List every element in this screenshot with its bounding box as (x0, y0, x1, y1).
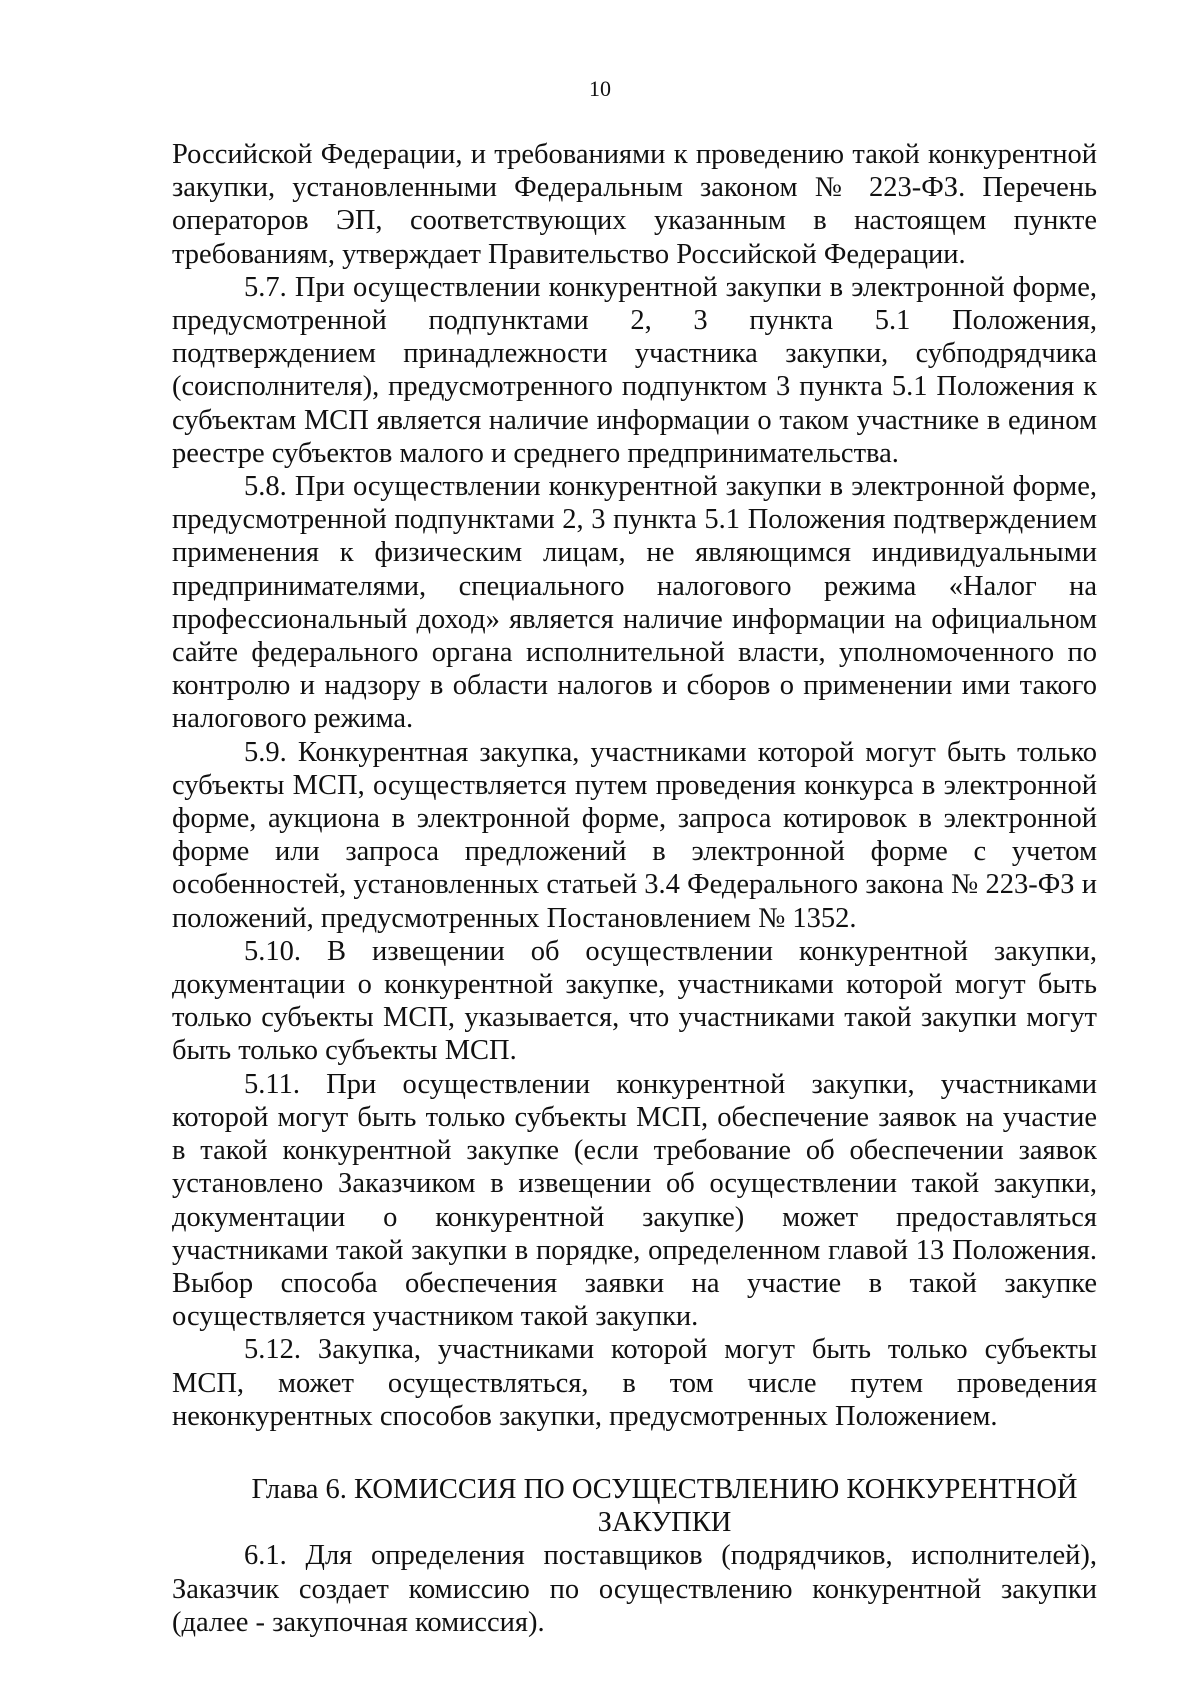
chapter-heading-line-1: Глава 6. КОМИССИЯ ПО ОСУЩЕСТВЛЕНИЮ КОНКУРЕНТНОЙ (251, 1473, 1078, 1505)
page-number: 10 (589, 76, 611, 101)
paragraph-continuation: Российской Федерации, и требованиями к проведению такой конкурентной закупки, установленными Федеральным законом № 223-ФЗ. Перечень операторов ЭП, соответствующих указанным в настоящем пункте требованиям, утверждает Правительство Российской Федерации. (172, 139, 1097, 270)
paragraph-6-1: 6.1. Для определения поставщиков (подрядчиков, исполнителей), Заказчик создает комиссию по осуществлению конкурентной закупки (далее - закупочная комиссия). (172, 1540, 1097, 1638)
chapter-heading (172, 1473, 1097, 1539)
chapter-heading-line-2: ЗАКУПКИ (597, 1507, 732, 1539)
paragraph-5-7: 5.7. При осуществлении конкурентной закупки в электронной форме, предусмотренной подпунктами 2, 3 пункта 5.1 Положения, подтверждением принадлежности участника закупки, субподрядчика (соисполнителя), предусмотренного подпунктом 3 пункта 5.1 Положения к субъектам МСП является наличие информации о таком участнике в едином реестре субъектов малого и среднего предпринимательства. (172, 271, 1097, 469)
document-body (172, 138, 1097, 1639)
paragraph-5-12: 5.12. Закупка, участниками которой могут быть только субъекты МСП, может осуществляться, в том числе путем проведения неконкурентных способов закупки, предусмотренных Положением. (172, 1334, 1097, 1432)
paragraph-5-9: 5.9. Конкурентная закупка, участниками которой могут быть только субъекты МСП, осуществляется путем проведения конкурса в электронной форме, аукциона в электронной форме, запроса котировок в электронной форме или запроса предложений в электронной форме с учетом особенностей, установленных статьей 3.4 Федерального закона № 223-ФЗ и положений, предусмотренных Постановлением № 1352. (172, 736, 1097, 934)
paragraph-5-8: 5.8. При осуществлении конкурентной закупки в электронной форме, предусмотренной подпунктами 2, 3 пункта 5.1 Положения подтверждением применения к физическим лицам, не являющимся индивидуальными предпринимателями, специального налогового режима «Налог на профессиональный доход» является наличие информации на официальном сайте федерального органа исполнительной власти, уполномоченного по контролю и надзору в области налогов и сборов о применении ими такого налогового режима. (172, 471, 1097, 735)
paragraph-5-11: 5.11. При осуществлении конкурентной закупки, участниками которой могут быть только субъекты МСП, обеспечение заявок на участие в такой конкурентной закупке (если требование об обеспечении заявок установлено Заказчиком в извещении об осуществлении такой закупки, документации о конкурентной закупке) может предоставляться участниками такой закупки в порядке, определенном главой 13 Положения. Выбор способа обеспечения заявки на участие в такой закупке осуществляется участником такой закупки. (172, 1068, 1097, 1333)
paragraph-5-10: 5.10. В извещении об осуществлении конкурентной закупки, документации о конкурентной закупке, участниками которой могут быть только субъекты МСП, указывается, что участниками такой закупки могут быть только субъекты МСП. (172, 935, 1097, 1067)
